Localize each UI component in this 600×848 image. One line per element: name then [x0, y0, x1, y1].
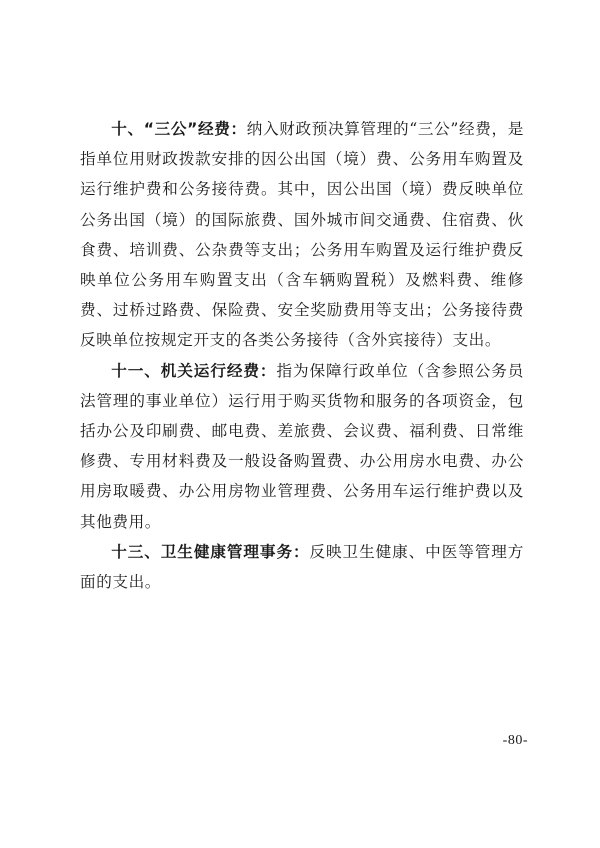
paragraph-text: 反映卫生健康、中医等管理方面的支出。 — [80, 542, 524, 592]
paragraph-text: 纳入财政预决算管理的“三公”经费，是指单位用财政拨款安排的因公出国（境）费、公务用车购置及运行维护费和公务接待费。其中，因公出国（境）费反映单位公务出国（境）的国际旅费、国外城市间交通费、住宿费、伙食费、培训费、公杂费等支出；公务用车购置及运行维护费反映单位公务用车购置支出（含车辆购置税）及燃料费、维修费、过桥过路费、保险费、安全奖励费用等支出；公务接待费反映单位按规定开支的各类公务接待（含外宾接待）支出。 — [80, 120, 524, 350]
paragraph-heading: 十、“三公”经费： — [111, 120, 247, 138]
document-body — [80, 114, 524, 597]
paragraph-heading: 十一、机关运行经费： — [111, 361, 277, 380]
page-number: -80- — [502, 733, 528, 748]
paragraph-san-gong-expenses — [80, 114, 524, 356]
paragraph-health-management-affairs — [80, 537, 524, 597]
paragraph-agency-operating-expenses — [80, 356, 524, 537]
paragraph-heading: 十三、卫生健康管理事务： — [111, 542, 310, 561]
paragraph-text: 指为保障行政单位（含参照公务员法管理的事业单位）运行用于购买货物和服务的各项资金，包括办公及印刷费、邮电费、差旅费、会议费、福利费、日常维修费、专用材料费及一般设备购置费、办公用房水电费、办公用房取暖费、办公用房物业管理费、公务用车运行维护费以及其他费用。 — [80, 361, 524, 531]
